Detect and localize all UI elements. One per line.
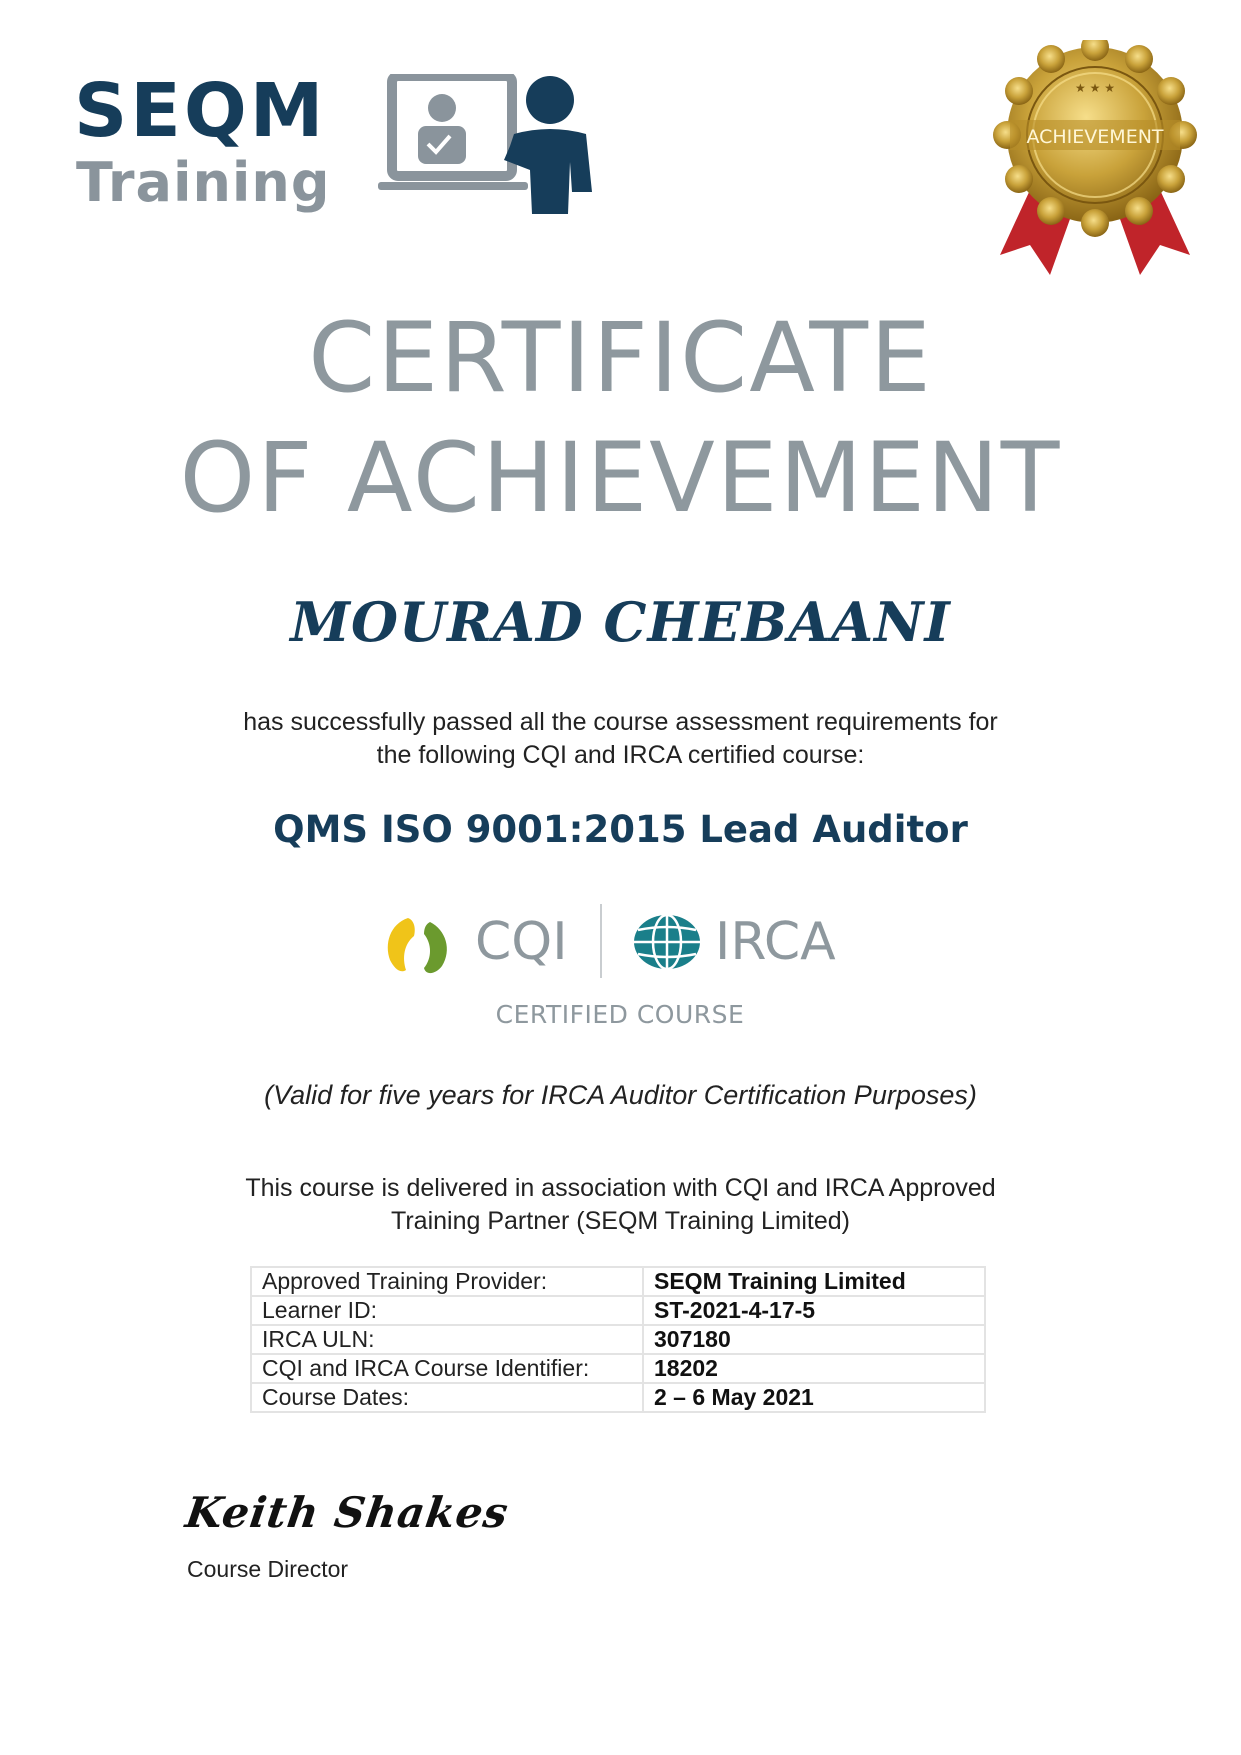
detail-value: ST-2021-4-17-5 [643,1296,985,1325]
detail-label: CQI and IRCA Course Identifier: [251,1354,643,1383]
certificate-details-table [250,1266,986,1413]
recipient-name: MOURAD CHEBAANI [290,590,951,654]
intro-text [0,706,1241,772]
detail-value: 18202 [643,1354,985,1383]
detail-value: SEQM Training Limited [643,1267,985,1296]
cqi-label: CQI [475,912,568,972]
table-row [251,1325,985,1354]
detail-label: Course Dates: [251,1383,643,1412]
detail-value: 2 – 6 May 2021 [643,1383,985,1412]
validity-note: (Valid for five years for IRCA Auditor Certification Purposes) [264,1080,977,1110]
accreditation-divider [600,904,602,978]
table-row [251,1383,985,1412]
cqi-irca-accreditation [380,900,860,1040]
cqi-leaf-icon [380,910,460,980]
course-name: QMS ISO 9001:2015 Lead Auditor [273,808,968,851]
certificate-title-line1: CERTIFICATE [308,302,933,414]
association-line1: This course is delivered in association with CQI and IRCA Approved [245,1174,996,1202]
association-line2: Training Partner (SEQM Training Limited) [391,1207,850,1235]
intro-line2: the following CQI and IRCA certified course: [376,741,865,769]
table-row [251,1354,985,1383]
svg-text:★ ★ ★: ★ ★ ★ [1075,81,1115,95]
detail-label: Learner ID: [251,1296,643,1325]
irca-globe-icon [632,912,702,972]
signature: Keith Shakes [182,1488,512,1537]
intro-line1: has successfully passed all the course assessment requirements for [243,708,998,736]
irca-label: IRCA [715,912,836,972]
detail-label: IRCA ULN: [251,1325,643,1354]
certified-course-label: CERTIFIED COURSE [495,1000,745,1029]
signatory-title: Course Director [187,1556,349,1582]
association-text [0,1172,1241,1238]
achievement-seal [990,40,1200,280]
logo-brand-top: SEQM [74,68,327,154]
table-row [251,1296,985,1325]
presenter-screen-icon [364,74,594,214]
detail-value: 307180 [643,1325,985,1354]
seal-label: ACHIEVEMENT [1026,126,1164,148]
logo-brand-bottom: Training [76,151,331,214]
certificate-title-line2: OF ACHIEVEMENT [179,422,1062,534]
seqm-training-logo [74,68,594,224]
table-row [251,1267,985,1296]
detail-label: Approved Training Provider: [251,1267,643,1296]
